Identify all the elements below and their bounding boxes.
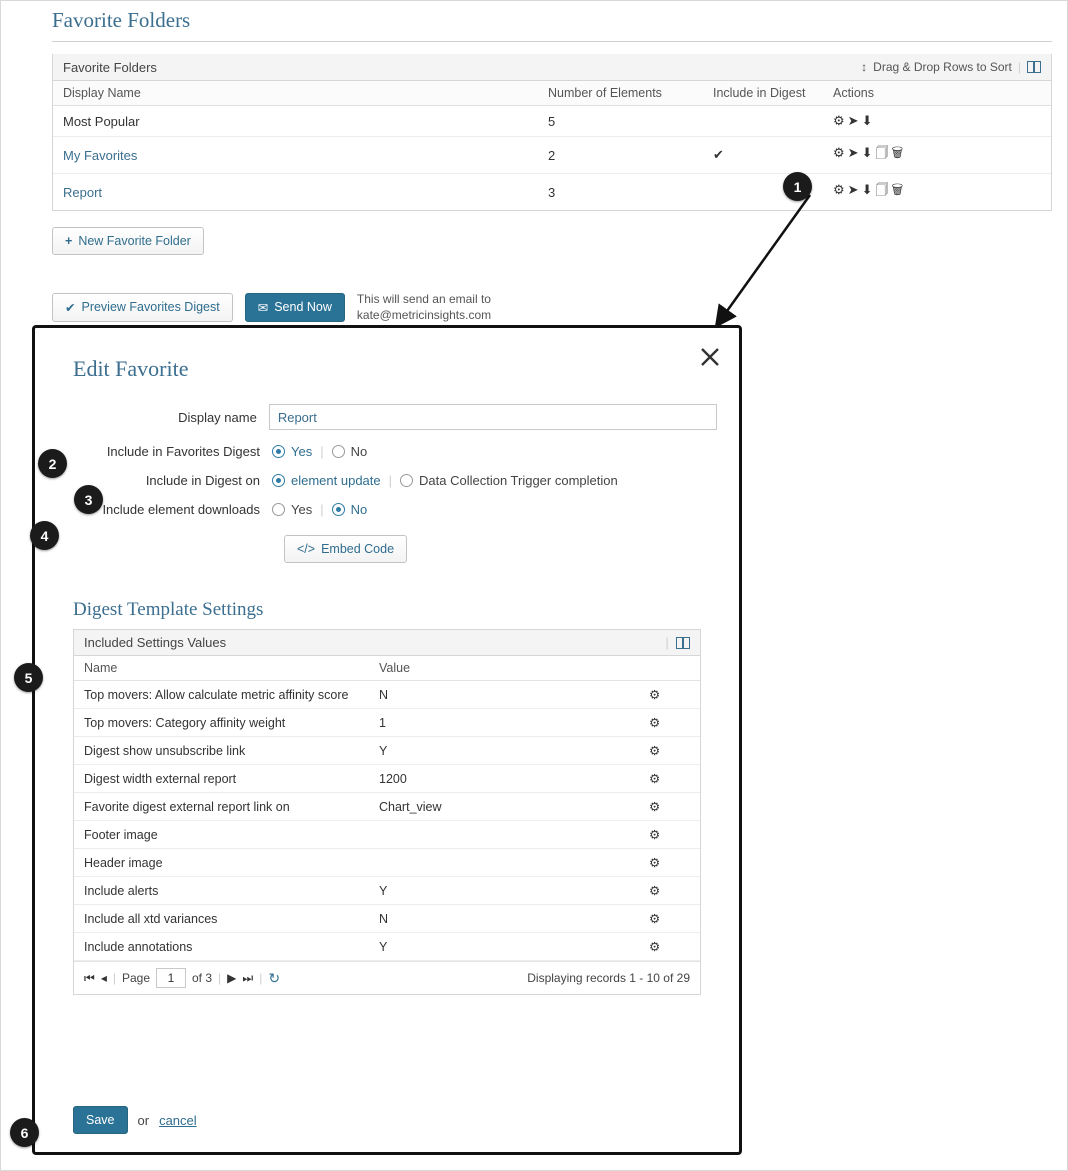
setting-value: N (369, 905, 639, 933)
row-actions[interactable] (823, 106, 1051, 137)
column-number-of-elements: Number of Elements (538, 81, 703, 106)
gear-icon[interactable]: ⚙ (639, 877, 700, 905)
table-row[interactable] (74, 933, 700, 961)
gear-icon[interactable]: ⚙ (639, 793, 700, 821)
embed-code-button[interactable] (284, 535, 407, 563)
folder-name-link[interactable]: Report (63, 184, 103, 200)
last-page-icon[interactable]: ⏭ (242, 970, 254, 985)
display-name-input[interactable] (269, 404, 717, 430)
divider: | (1017, 60, 1021, 74)
divider: | (320, 444, 324, 459)
setting-value: Y (369, 737, 639, 765)
callout-2: 2 (38, 449, 67, 478)
favorite-folders-section (52, 8, 1052, 323)
digest-template-settings-title: Digest Template Settings (73, 599, 264, 620)
gear-icon[interactable]: ⚙ (833, 182, 848, 197)
table-row[interactable] (74, 905, 700, 933)
include-digest-no-label: No (350, 444, 368, 459)
include-downloads-row (57, 502, 717, 517)
include-digest-yes-radio[interactable] (272, 444, 312, 459)
cancel-link[interactable]: cancel (159, 1112, 197, 1128)
setting-value: N (369, 681, 639, 709)
include-digest-on-element-update-radio[interactable] (272, 473, 381, 488)
drag-drop-sort-control[interactable] (861, 60, 1041, 74)
delete-icon[interactable]: 🗑 (891, 145, 907, 160)
grid-title: Favorite Folders (63, 59, 157, 75)
send-icon[interactable]: ➤ (847, 182, 862, 197)
table-header-row (53, 81, 1051, 106)
table-row[interactable] (74, 681, 700, 709)
setting-name: Digest width external report (74, 765, 369, 793)
gear-icon[interactable]: ⚙ (639, 709, 700, 737)
table-row[interactable] (74, 765, 700, 793)
divider: | (259, 971, 263, 985)
save-button[interactable]: Save (73, 1106, 128, 1134)
included-settings-header (74, 630, 700, 656)
code-icon: </> (297, 542, 316, 556)
refresh-icon[interactable]: ↻ (268, 969, 281, 986)
column-include-in-digest: Include in Digest (703, 81, 823, 106)
element-update-label: element update (291, 473, 381, 488)
divider: | (665, 635, 669, 650)
folder-digest-flag: ✔ (703, 137, 823, 174)
folder-digest-flag (703, 106, 823, 137)
copy-icon[interactable]: 🗍 (875, 182, 892, 197)
radio-dot-icon (272, 503, 285, 516)
table-row[interactable] (74, 877, 700, 905)
envelope-icon: ✉ (257, 300, 269, 315)
sort-hint-label: Drag & Drop Rows to Sort (873, 60, 1012, 74)
row-actions[interactable] (823, 137, 1051, 174)
page-title: Favorite Folders (52, 8, 1052, 42)
radio-dot-icon (332, 445, 345, 458)
gear-icon[interactable]: ⚙ (639, 681, 700, 709)
column-actions: Actions (823, 81, 1051, 106)
page-label: Page (121, 971, 150, 985)
display-name-label: Display name (178, 409, 257, 425)
setting-value: Y (369, 877, 639, 905)
gear-icon[interactable]: ⚙ (639, 933, 700, 961)
include-digest-on-row (57, 473, 717, 488)
callout-4: 4 (30, 521, 59, 550)
or-label: or (137, 1112, 150, 1128)
include-digest-label: Include in Favorites Digest (106, 444, 260, 459)
folder-name[interactable] (53, 137, 538, 174)
send-icon[interactable]: ➤ (847, 113, 862, 128)
settings-pager (74, 961, 700, 994)
include-downloads-yes-label: Yes (291, 502, 313, 517)
setting-name: Top movers: Allow calculate metric affinity score (74, 681, 369, 709)
gear-icon[interactable]: ⚙ (639, 737, 700, 765)
setting-name: Digest show unsubscribe link (74, 737, 369, 765)
first-page-icon[interactable]: ⏮ (84, 970, 95, 985)
setting-value (369, 849, 639, 877)
send-hint (357, 291, 491, 323)
edit-favorite-modal (32, 325, 742, 1155)
folder-name: Most Popular (53, 106, 538, 137)
columns-icon[interactable] (676, 637, 690, 649)
grid-header (53, 54, 1051, 81)
modal-title: Edit Favorite (73, 356, 189, 381)
table-row[interactable] (53, 137, 1051, 174)
radio-dot-icon (332, 503, 345, 516)
divider: | (218, 971, 222, 985)
gear-icon[interactable]: ⚙ (833, 145, 848, 160)
setting-value: Chart_view (369, 793, 639, 821)
prev-page-icon[interactable]: ◂ (100, 971, 107, 985)
gear-icon[interactable]: ⚙ (639, 821, 700, 849)
send-now-button[interactable] (245, 293, 345, 322)
send-now-label: Send Now (274, 300, 332, 315)
table-row[interactable] (74, 793, 700, 821)
setting-value: 1200 (369, 765, 639, 793)
gear-icon[interactable]: ⚙ (639, 905, 700, 933)
setting-name: Top movers: Category affinity weight (74, 709, 369, 737)
preview-favorites-digest-button[interactable] (52, 293, 233, 322)
check-icon: ✔ (65, 300, 76, 315)
setting-name: Favorite digest external report link on (74, 793, 369, 821)
gear-icon[interactable]: ⚙ (833, 113, 848, 128)
sort-arrows-icon: ↕ (861, 60, 868, 74)
table-row[interactable] (53, 174, 1051, 211)
gear-icon[interactable]: ⚙ (639, 849, 700, 877)
column-actions (639, 656, 700, 681)
preview-label: Preview Favorites Digest (81, 300, 220, 315)
include-digest-yes-label: Yes (291, 444, 313, 459)
include-downloads-yes-radio[interactable] (272, 502, 312, 517)
of-pages-label: of 3 (192, 971, 213, 985)
folders-table (53, 81, 1051, 210)
table-header-row (74, 656, 700, 681)
page-number-input[interactable] (156, 968, 186, 988)
radio-dot-icon (400, 474, 413, 487)
included-settings-title: Included Settings Values (84, 635, 227, 650)
setting-name: Footer image (74, 821, 369, 849)
table-row[interactable] (74, 849, 700, 877)
display-name-row (57, 404, 717, 430)
folder-name[interactable] (53, 174, 538, 211)
include-digest-row (57, 444, 717, 459)
copy-icon[interactable]: 🗍 (875, 145, 892, 160)
divider: | (388, 473, 393, 488)
divider: | (320, 502, 324, 517)
folder-elements-count: 3 (548, 184, 556, 200)
included-settings-grid (73, 629, 701, 995)
include-downloads-no-label: No (350, 502, 368, 517)
download-icon[interactable]: ⬇ (861, 145, 876, 160)
setting-value (369, 821, 639, 849)
include-downloads-label: Include element downloads (102, 502, 260, 517)
table-row[interactable] (74, 709, 700, 737)
folder-elements-count: 5 (538, 106, 703, 137)
download-icon[interactable]: ⬇ (861, 182, 876, 197)
include-downloads-no-radio[interactable] (332, 502, 368, 517)
records-count-label: Displaying records 1 - 10 of 29 (527, 971, 690, 985)
setting-name: Header image (74, 849, 369, 877)
column-value: Value (369, 656, 639, 681)
callout-1: 1 (783, 172, 812, 201)
setting-name: Include annotations (74, 933, 369, 961)
send-hint-line1: This will send an email to (356, 292, 491, 306)
plus-icon: + (65, 234, 73, 248)
folder-name-link[interactable]: My Favorites (63, 147, 138, 163)
include-digest-on-label: Include in Digest on (145, 473, 260, 488)
embed-code-label: Embed Code (321, 542, 395, 556)
delete-icon[interactable]: 🗑 (891, 182, 907, 197)
table-row[interactable] (53, 106, 1051, 137)
setting-name: Include alerts (74, 877, 369, 905)
divider: | (112, 971, 116, 985)
callout-5: 5 (14, 663, 43, 692)
next-page-icon[interactable]: ▶ (227, 971, 237, 985)
send-icon[interactable]: ➤ (847, 145, 862, 160)
callout-6: 6 (10, 1118, 39, 1147)
send-hint-line2: kate@metricinsights.com (356, 308, 492, 323)
setting-value: 1 (369, 709, 639, 737)
new-favorite-folder-button[interactable] (52, 227, 204, 255)
download-icon[interactable]: ⬇ (861, 113, 876, 128)
table-row[interactable] (74, 737, 700, 765)
folder-elements-count: 2 (538, 137, 703, 174)
row-actions[interactable] (823, 174, 1051, 211)
column-display-name: Display Name (53, 81, 538, 106)
setting-name: Include all xtd variances (74, 905, 369, 933)
column-name: Name (74, 656, 369, 681)
radio-dot-icon (272, 474, 285, 487)
settings-table (74, 656, 700, 961)
radio-dot-icon (272, 445, 285, 458)
include-digest-no-radio[interactable] (332, 444, 368, 459)
table-row[interactable] (74, 821, 700, 849)
include-digest-on-trigger-radio[interactable] (400, 473, 618, 488)
callout-3: 3 (74, 485, 103, 514)
columns-icon[interactable] (1027, 61, 1041, 73)
close-icon[interactable] (699, 346, 721, 368)
trigger-completion-label: Data Collection Trigger completion (419, 473, 618, 488)
gear-icon[interactable]: ⚙ (639, 765, 700, 793)
setting-value: Y (369, 933, 639, 961)
new-favorite-folder-label: New Favorite Folder (78, 234, 191, 248)
favorite-folders-grid (52, 54, 1052, 211)
